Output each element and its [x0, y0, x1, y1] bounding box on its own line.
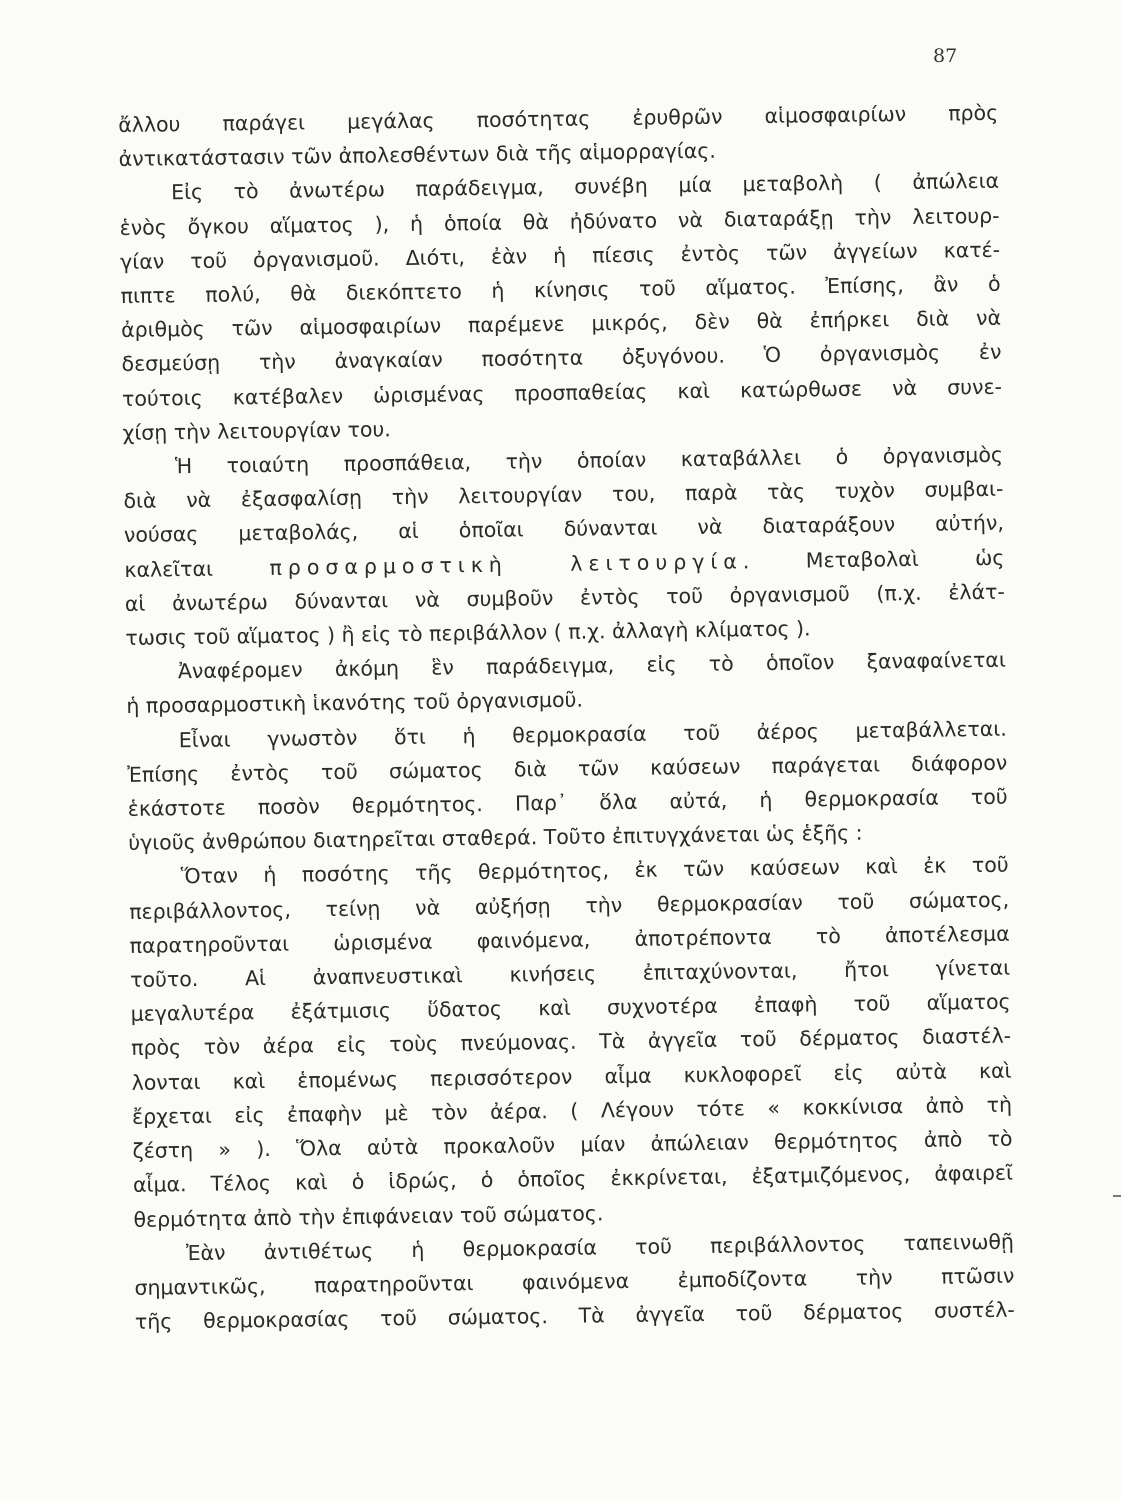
- text-line: τωσις τοῦ αἵματος ) ἢ εἰς τὸ περιβάλλον ( π.χ. ἀλλαγὴ κλίματος ).: [125, 616, 811, 650]
- text-line: χίσῃ τὴν λειτουργίαν του.: [122, 417, 391, 445]
- text-line: πρὸς τὸν ἀέρα εἰς τοὺς πνεύμονας. Τὰ ἀγγεῖα τοῦ δέρματος διαστέλ-: [130, 1024, 1012, 1061]
- text-line: νούσας μεταβολάς, αἱ ὁποῖαι δύνανται νὰ διαταράξουν αὐτήν,: [123, 511, 1005, 548]
- text-line: λονται καὶ ἑπομένως περισσότερον αἷμα κυκλοφορεῖ εἰς αὐτὰ καὶ: [131, 1058, 1012, 1095]
- spaced-term: προσαρμοστικὴ λειτουργία: [269, 548, 743, 580]
- text-line: Ἐὰν ἀντιθέτως ἡ θερμοκρασία τοῦ περιβάλλοντος ταπεινωθῇ: [185, 1229, 1015, 1265]
- text-line: τοῦτο. Αἱ ἀναπνευστικαὶ κινήσεις ἐπιταχύνονται, ἤτοι γίνεται: [130, 955, 1011, 992]
- text-line: Ὅταν ἡ ποσότης τῆς θερμότητος, ἐκ τῶν καύσεων καὶ ἐκ τοῦ: [180, 853, 1009, 889]
- text-line: Ἐπίσης ἐντὸς τοῦ σώματος διὰ τῶν καύσεων παράγεται διάφορον: [127, 750, 1008, 787]
- text-line: παρατηροῦνται ὡρισμένα φαινόμενα, ἀποτρέποντα τὸ ἀποτέλεσμα: [129, 921, 1010, 958]
- text-line: ὑγιοῦς ἀνθρώπου διατηρεῖται σταθερά. Τοῦτο ἐπιτυγχάνεται ὡς ἑξῆς :: [128, 820, 863, 856]
- text-line: Ἡ τοιαύτη προσπάθεια, τὴν ὁποίαν καταβάλλει ὁ ὀργανισμὸς: [174, 442, 1004, 479]
- text-line: περιβάλλοντος, τείνῃ νὰ αὐξήσῃ τὴν θερμοκρασίαν τοῦ σώματος,: [129, 887, 1010, 924]
- text-line: διὰ νὰ ἐξασφαλίσῃ τὴν λειτουργίαν του, παρὰ τὰς τυχὸν συμβαι-: [123, 476, 1004, 514]
- text-line: σημαντικῶς, παρατηροῦνται φαινόμενα ἐμποδίζοντα τὴν πτῶσιν: [134, 1263, 1015, 1300]
- text-fragment: . Μεταβολαὶ ὡς: [742, 545, 1005, 573]
- text-line: ἄλλου παράγει μεγάλας ποσότητας ἐρυθρῶν αἱμοσφαιρίων πρὸς: [118, 100, 999, 137]
- text-line: ἑκάστοτε ποσὸν θερμότητος. Παρ᾽ ὅλα αὐτά, ἡ θερμοκρασία τοῦ: [127, 784, 1008, 821]
- text-line: θερμότητα ἀπὸ τὴν ἐπιφάνειαν τοῦ σώματος.: [133, 1200, 604, 1232]
- text-line: πιπτε πολύ, θὰ διεκόπτετο ἡ κίνησις τοῦ αἵματος. Ἐπίσης, ἂν ὁ: [120, 271, 1001, 308]
- text-line: δεσμεύσῃ τὴν ἀναγκαίαν ποσότητα ὀξυγόνου. Ὁ ὀργανισμὸς ἐν: [121, 340, 1002, 377]
- text-line: ἀριθμὸς τῶν αἱμοσφαιρίων παρέμενε μικρός, δὲν θὰ ἐπήρκει διὰ νὰ: [120, 305, 1002, 343]
- text-line: Εἶναι γνωστὸν ὅτι ἡ θερμοκρασία τοῦ ἀέρος μεταβάλλεται.: [178, 716, 1007, 752]
- text-line: αἷμα. Τέλος καὶ ὁ ἱδρώς, ὁ ὁποῖος ἐκκρίνεται, ἐξατμιζόμενος, ἀφαιρεῖ: [132, 1160, 1014, 1198]
- text-line: γίαν τοῦ ὀργανισμοῦ. Διότι, ἐὰν ἡ πίεσις ἐντὸς τῶν ἀγγείων κατέ-: [119, 237, 1001, 274]
- margin-mark: [1113, 1195, 1121, 1197]
- text-line: ἡ προσαρμοστικὴ ἱκανότης τοῦ ὀργανισμοῦ.: [126, 688, 584, 719]
- text-line: Εἰς τὸ ἀνωτέρω παράδειγμα, συνέβη μία μεταβολὴ ( ἀπώλεια: [171, 169, 1000, 205]
- text-line: ζέστη » ). Ὅλα αὐτὰ προκαλοῦν μίαν ἀπώλειαν θερμότητος ἀπὸ τὸ: [132, 1126, 1013, 1163]
- body-text: [118, 96, 1015, 1339]
- text-line: αἱ ἀνωτέρω δύνανται νὰ συμβοῦν ἐντὸς τοῦ ὀργανισμοῦ (π.χ. ἐλάτ-: [124, 579, 1006, 616]
- text-line: μεγαλυτέρα ἐξάτμισις ὕδατος καὶ συχνοτέρα ἐπαφὴ τοῦ αἵματος: [130, 989, 1011, 1027]
- text-fragment: καλεῖται: [124, 555, 270, 582]
- text-line: ἔρχεται εἰς ἐπαφὴν μὲ τὸν ἀέρα. ( Λέγουν τότε « κοκκίνισα ἀπὸ τὴ: [131, 1092, 1013, 1129]
- text-line: Ἀναφέρομεν ἀκόμη ἓν παράδειγμα, εἰς τὸ ὁποῖον ξαναφαίνεται: [177, 647, 1006, 684]
- text-line: ἀντικατάστασιν τῶν ἀπολεσθέντων διὰ τῆς αἱμορραγίας.: [118, 138, 716, 172]
- text-line: τῆς θερμοκρασίας τοῦ σώματος. Τὰ ἀγγεῖα τοῦ δέρματος συστέλ-: [134, 1297, 1016, 1334]
- text-line: ἑνὸς ὄγκου αἵματος ), ἡ ὁποία θὰ ἠδύνατο νὰ διαταράξῃ τὴν λειτουρ-: [119, 203, 1000, 240]
- page-number: 87: [933, 45, 958, 67]
- text-line: τούτοις κατέβαλεν ὡρισμένας προσπαθείας καὶ κατώρθωσε νὰ συνε-: [121, 374, 1003, 411]
